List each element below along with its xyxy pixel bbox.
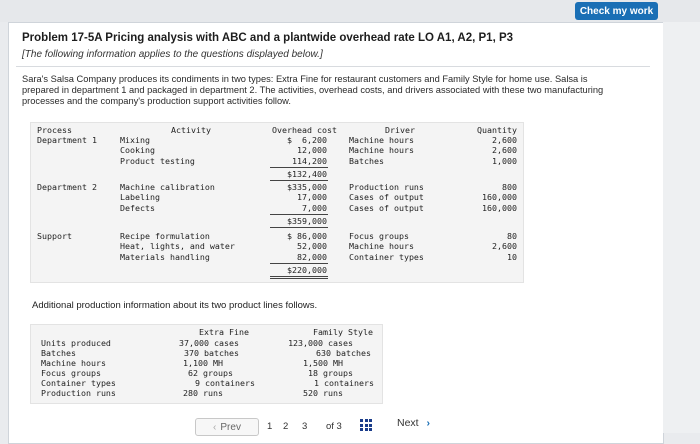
grid-icon[interactable]: [360, 419, 372, 431]
driver: Batches: [349, 156, 384, 166]
driver: Machine hours: [349, 135, 414, 145]
family-style-value: 1,500 MH: [303, 358, 343, 368]
side-strip: [663, 22, 700, 433]
cost: 12,000: [297, 145, 327, 155]
quantity: 80: [507, 231, 517, 241]
extra-fine-value: 62 groups: [188, 368, 233, 378]
quantity: 800: [502, 182, 517, 192]
extra-fine-value: 1,100 MH: [183, 358, 223, 368]
cost: $ 6,200: [287, 135, 327, 145]
driver: Container types: [349, 252, 424, 262]
cost: 52,000: [297, 241, 327, 251]
prev-label: Prev: [220, 421, 241, 433]
family-style-value: 520 runs: [303, 388, 343, 398]
process-support: Support: [37, 231, 72, 241]
driver: Machine hours: [349, 145, 414, 155]
divider: [16, 66, 650, 67]
cost: $ 86,000: [287, 231, 327, 241]
quantity: 160,000: [482, 203, 517, 213]
subtotal: $132,400: [287, 169, 327, 179]
check-my-work-button[interactable]: Check my work: [575, 2, 658, 20]
row-label: Units produced: [41, 338, 111, 348]
row-label: Production runs: [41, 388, 116, 398]
activity: Materials handling: [120, 252, 210, 262]
cost: 17,000: [297, 192, 327, 202]
subtotal-rule: [270, 276, 328, 277]
header-process: Process: [37, 125, 72, 135]
extra-fine-value: 37,000 cases: [179, 338, 239, 348]
activity: Mixing: [120, 135, 150, 145]
activity: Cooking: [120, 145, 155, 155]
row-label: Batches: [41, 348, 76, 358]
subtotal-rule: [270, 214, 328, 215]
problem-intro: Sara's Salsa Company produces its condiments in two types: Extra Fine for restaurant customers and Family Style for home use. Salsa is prepared in department 1 and packaged in department 2. The activities, overhead costs, and drivers associated with these two manufacturing processes and the company's production support activities follow.: [22, 74, 604, 106]
subtotal-rule: [270, 180, 328, 181]
cost: 82,000: [297, 252, 327, 262]
quantity: 10: [507, 252, 517, 262]
additional-info-label: Additional production information about its two product lines follows.: [32, 300, 318, 311]
quantity: 2,600: [492, 135, 517, 145]
chevron-right-icon: ›: [426, 417, 431, 429]
family-style-value: 1 containers: [314, 378, 374, 388]
driver: Cases of output: [349, 203, 424, 213]
chevron-left-icon: ‹: [213, 421, 217, 433]
process-dept2: Department 2: [37, 182, 97, 192]
problem-title: Problem 17-5A Pricing analysis with ABC and a plantwide overhead rate LO A1, A2, P1, P3: [22, 32, 514, 44]
page-1-link[interactable]: 1: [267, 421, 273, 432]
header-extra-fine: Extra Fine: [199, 327, 249, 337]
extra-fine-value: 280 runs: [183, 388, 223, 398]
subtotal-rule: [270, 263, 328, 264]
overhead-table: [30, 122, 524, 283]
family-style-value: 123,000 cases: [288, 338, 353, 348]
next-button[interactable]: [397, 417, 430, 429]
extra-fine-value: 9 containers: [195, 378, 255, 388]
subtotal-rule: [270, 227, 328, 228]
subtotal: $359,000: [287, 216, 327, 226]
row-label: Focus groups: [41, 368, 101, 378]
activity: Labeling: [120, 192, 160, 202]
activity: Defects: [120, 203, 155, 213]
driver: Machine hours: [349, 241, 414, 251]
driver: Production runs: [349, 182, 424, 192]
page-3-link[interactable]: 3: [302, 421, 308, 432]
activity: Machine calibration: [120, 182, 215, 192]
header-driver: Driver: [385, 125, 415, 135]
row-label: Container types: [41, 378, 116, 388]
subtotal-rule: [270, 278, 328, 279]
driver: Cases of output: [349, 192, 424, 202]
cost: $335,000: [287, 182, 327, 192]
cost: 114,200: [292, 156, 327, 166]
extra-fine-value: 370 batches: [184, 348, 239, 358]
header-overhead: Overhead cost: [272, 125, 337, 135]
quantity: 160,000: [482, 192, 517, 202]
header-quantity: Quantity: [477, 125, 517, 135]
driver: Focus groups: [349, 231, 409, 241]
cost: 7,000: [302, 203, 327, 213]
production-table: [30, 324, 383, 404]
prev-button[interactable]: [195, 418, 259, 436]
quantity: 2,600: [492, 241, 517, 251]
row-label: Machine hours: [41, 358, 106, 368]
subtotal: $220,000: [287, 265, 327, 275]
activity: Product testing: [120, 156, 195, 166]
subtotal-rule: [270, 167, 328, 168]
activity: Heat, lights, and water: [120, 241, 235, 251]
page-count: of 3: [326, 421, 342, 432]
family-style-value: 18 groups: [308, 368, 353, 378]
header-activity: Activity: [171, 125, 211, 135]
quantity: 2,600: [492, 145, 517, 155]
activity: Recipe formulation: [120, 231, 210, 241]
next-label: Next: [397, 417, 419, 429]
quantity: 1,000: [492, 156, 517, 166]
process-dept1: Department 1: [37, 135, 97, 145]
page-2-link[interactable]: 2: [283, 421, 289, 432]
problem-subtitle: [The following information applies to the questions displayed below.]: [22, 49, 323, 60]
header-family-style: Family Style: [313, 327, 373, 337]
family-style-value: 630 batches: [316, 348, 371, 358]
